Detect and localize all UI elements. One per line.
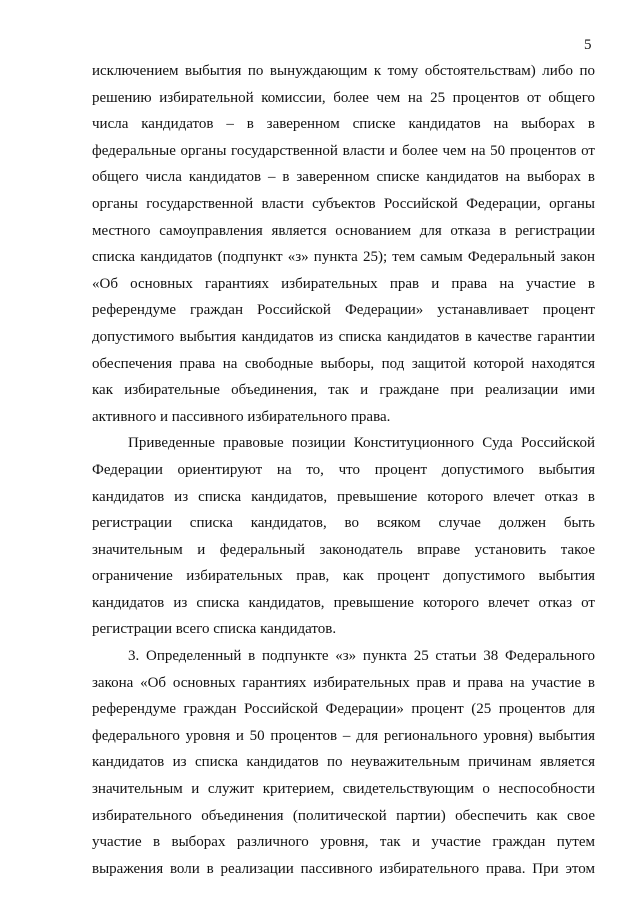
text-line: референдуме граждан Российской Федерации» устанавливает процент [92, 302, 595, 319]
text-line: референдуме граждан Российской Федерации» процент (25 процентов для [92, 701, 595, 718]
text-line: списка кандидатов (подпункт «з» пункта 25); тем самым Федеральный закон [92, 249, 595, 266]
text-line: регистрации списка кандидатов, во всяком случае должен быть [92, 515, 595, 532]
text-line: закона «Об основных гарантиях избирательных прав и права на участие в [92, 674, 595, 691]
text-line: решению избирательной комиссии, более чем на 25 процентов от общего [92, 89, 595, 106]
text-line: Федерации ориентируют на то, что процент допустимого выбытия [92, 461, 595, 478]
text-line: Приведенные правовые позиции Конституционного Суда Российской [128, 435, 595, 452]
text-line: избирательного объединения (политической партии) обеспечить как свое [92, 807, 595, 824]
text-line: федеральные органы государственной власти и более чем на 50 процентов от [92, 142, 595, 159]
text-line: допустимого выбытия кандидатов из списка кандидатов в качестве гарантии [92, 328, 595, 345]
text-line: значительным и федеральный законодатель вправе установить такое [92, 541, 595, 558]
text-line: регистрации всего списка кандидатов. [92, 621, 337, 638]
text-line: обеспечения права на свободные выборы, под защитой которой находятся [92, 355, 595, 372]
text-line: местного самоуправления является основанием для отказа в регистрации [92, 222, 595, 239]
text-line: ограничение избирательных прав, как процент допустимого выбытия [92, 568, 595, 585]
text-line: общего числа кандидатов – в заверенном списке кандидатов на выборах в [92, 169, 595, 186]
document-body [92, 58, 595, 882]
text-line: выражения воли в реализации пассивного избирательного права. При этом [92, 860, 595, 877]
text-line: числа кандидатов – в заверенном списке кандидатов на выборах в [92, 116, 595, 133]
text-line: исключением выбытия по вынуждающим к тому обстоятельствам) либо по [92, 63, 595, 79]
text-line: активного и пассивного избирательного права. [92, 408, 391, 425]
text-line: кандидатов из списка кандидатов по неуважительным причинам является [92, 754, 595, 771]
text-line: кандидатов из списка кандидатов, превышение которого влечет отказ от [92, 594, 595, 611]
text-line: «Об основных гарантиях избирательных прав и права на участие в [92, 275, 595, 292]
text-line: как избирательные объединения, так и граждане при реализации ими [92, 382, 595, 399]
page-number: 5 [584, 37, 592, 53]
text-line: федерального уровня и 50 процентов – для регионального уровня) выбытия [92, 727, 595, 744]
paragraph [92, 643, 595, 882]
text-line: 3. Определенный в подпункте «з» пункта 25 статьи 38 Федерального [128, 648, 595, 665]
paragraph [92, 58, 595, 430]
text-line: кандидатов из списка кандидатов, превышение которого влечет отказ в [92, 488, 595, 505]
text-line: органы государственной власти субъектов Российской Федерации, органы [92, 195, 595, 212]
text-line: участие в выборах различного уровня, так и участие граждан путем [92, 834, 595, 851]
text-line: значительным и служит критерием, свидетельствующим о неспособности [92, 781, 595, 798]
paragraph [92, 430, 595, 643]
